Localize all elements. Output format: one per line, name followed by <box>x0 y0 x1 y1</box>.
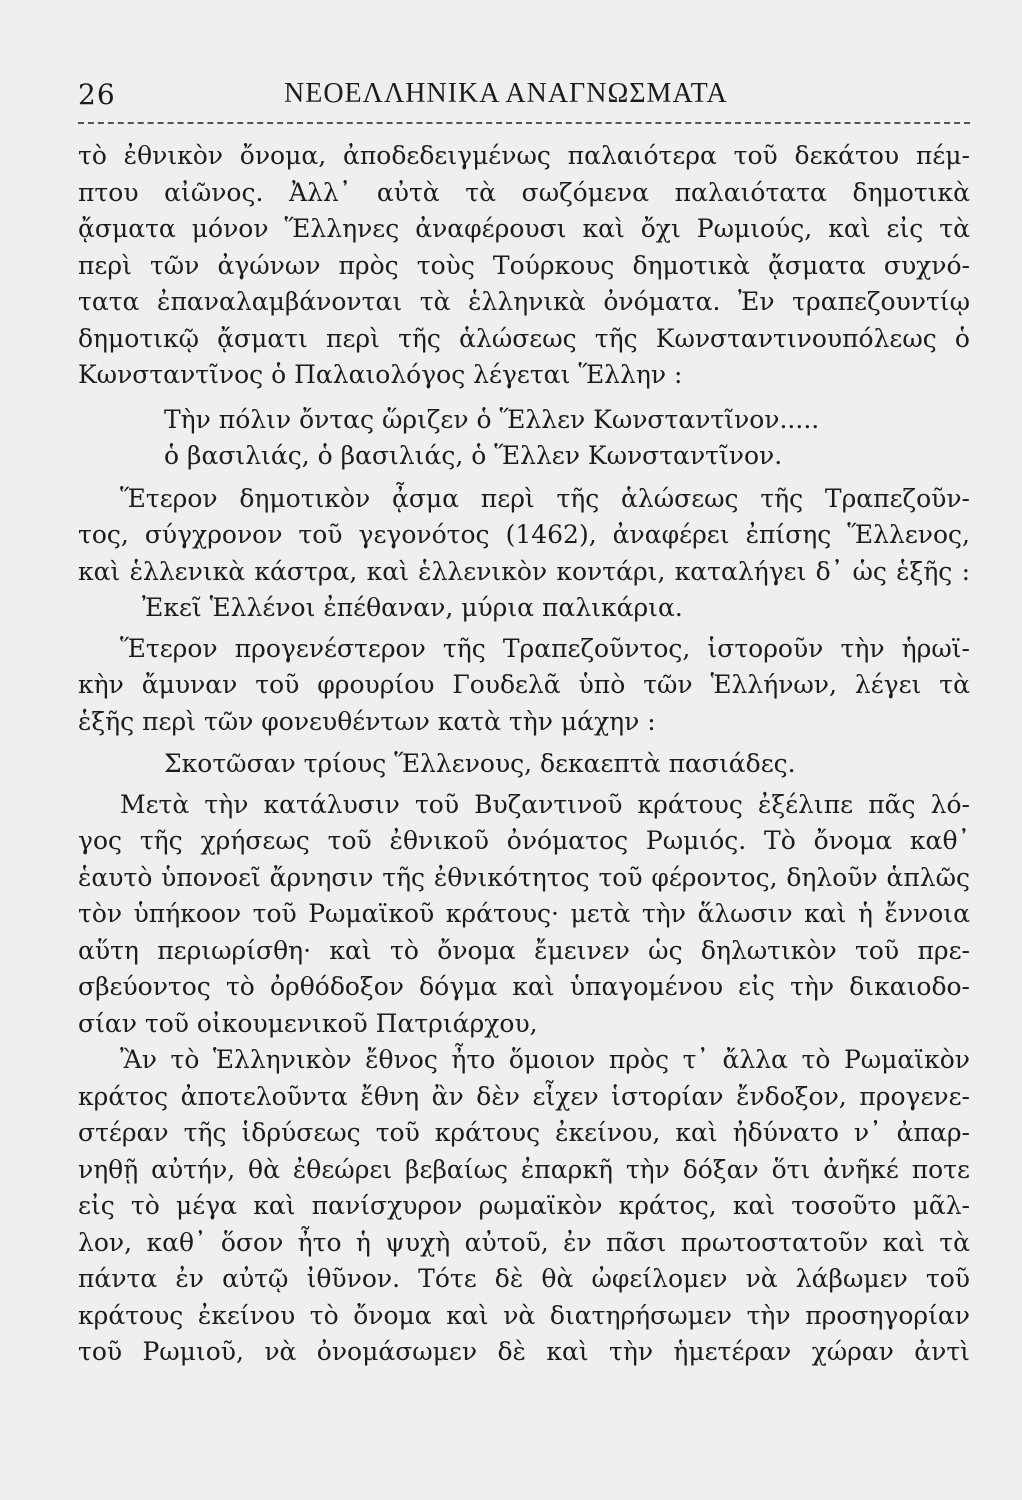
verse-line: ὁ βασιλιάς, ὁ βασιλιάς, ὁ Ἕλλεν Κωνσταντῖνον. <box>164 441 783 470</box>
text-line: δημοτικῷ ᾄσματι περὶ τῆς ἁλώσεως τῆς Κωνσταντινουπόλεως ὁ <box>78 323 970 353</box>
text-line: γος τῆς χρήσεως τοῦ ἐθνικοῦ ὀνόματος Ρωμιός. Τὸ ὄνομα καθ᾿ <box>78 826 970 855</box>
text-line: κὴν ἄμυναν τοῦ φρουρίου Γουδελᾶ ὑπὸ τῶν Ἑλλήνων, λέγει τὰ <box>78 670 970 699</box>
page-number: 26 <box>78 78 116 111</box>
text-line: Ἕτερον προγενέστερον τῆς Τραπεζοῦντος, ἱστοροῦν τὴν ἡρωϊ- <box>120 633 970 663</box>
verse-line: Ἐκεῖ Ἑλλένοι ἐπέθαναν, μύρια παλικάρια. <box>142 593 683 622</box>
text-line: ᾄσματα μόνον Ἕλληνες ἀναφέρουσι καὶ ὄχι Ρωμιούς, καὶ εἰς τὰ <box>78 214 970 243</box>
text-line: ἑαυτὸ ὑπονοεῖ ἄρνησιν τῆς ἐθνικότητος τοῦ φέροντος, δηλοῦν ἁπλῶς <box>78 862 970 892</box>
body-text <box>78 138 970 1371</box>
text-line: τος, σύγχρονον τοῦ γεγονότος (1462), ἀναφέρει ἐπίσης Ἕλλενος, <box>78 520 970 549</box>
text-line: ἑξῆς περὶ τῶν φονευθέντων κατὰ τὴν μάχην : <box>78 706 656 736</box>
header-divider <box>78 122 970 124</box>
text-line: κράτος ἀποτελοῦντα ἔθνη ἂν δὲν εἶχεν ἱστορίαν ἔνδοξον, προγενε- <box>78 1081 970 1111</box>
text-line: αὕτη περιωρίσθη· καὶ τὸ ὄνομα ἔμεινεν ὡς δηλωτικὸν τοῦ πρε- <box>78 935 970 965</box>
page-header <box>78 78 970 118</box>
text-line: λον, καθ᾿ ὅσον ἦτο ἡ ψυχὴ αὐτοῦ, ἐν πᾶσι πρωτοστατοῦν καὶ τὰ <box>78 1227 970 1257</box>
text-line: Ἕτερον δημοτικὸν ᾆσμα περὶ τῆς ἁλώσεως τῆς Τραπεζοῦν- <box>120 483 970 513</box>
text-line: Κωνσταντῖνος ὁ Παλαιολόγος λέγεται Ἕλλην : <box>78 360 683 389</box>
text-line: τατα ἐπαναλαμβάνονται τὰ ἑλληνικὰ ὀνόματα. Ἐν τραπεζουντίῳ <box>78 287 970 316</box>
running-title: ΝΕΟΕΛΛΗΝΙΚΑ ΑΝΑΓΝΩΣΜΑΤΑ <box>284 78 728 109</box>
text-line: σβεύοντος τὸ ὀρθόδοξον δόγμα καὶ ὑπαγομένου εἰς τὴν δικαιοδο- <box>78 972 970 1001</box>
text-line: στέραν τῆς ἱδρύσεως τοῦ κράτους ἐκείνου, καὶ ἠδύνατο ν᾿ ἀπαρ- <box>78 1118 970 1147</box>
text-line: νηθῇ αὐτήν, θὰ ἐθεώρει βεβαίως ἐπαρκῆ τὴν δόξαν ὅτι ἀνῆκέ ποτε <box>78 1154 970 1184</box>
text-line: κράτους ἐκείνου τὸ ὄνομα καὶ νὰ διατηρήσωμεν τὴν προσηγορίαν <box>78 1300 970 1330</box>
text-line: τοῦ Ρωμιοῦ, νὰ ὀνομάσωμεν δὲ καὶ τὴν ἡμετέραν χώραν ἀντὶ <box>78 1337 970 1366</box>
text-line: πτου αἰῶνος. Ἀλλ᾿ αὐτὰ τὰ σωζόμενα παλαιότατα δημοτικὰ <box>78 177 970 207</box>
text-line: περὶ τῶν ἀγώνων πρὸς τοὺς Τούρκους δημοτικὰ ᾄσματα συχνό- <box>78 250 970 280</box>
text-line: τὸν ὑπήκοον τοῦ Ρωμαϊκοῦ κράτους· μετὰ τὴν ἅλωσιν καὶ ἡ ἔννοια <box>78 899 970 928</box>
text-line: Μετὰ τὴν κατάλυσιν τοῦ Βυζαντινοῦ κράτους ἐξέλιπε πᾶς λό- <box>120 789 970 819</box>
verse-line: Σκοτῶσαν τρίους Ἕλλενους, δεκαεπτὰ πασιάδες. <box>164 749 796 778</box>
text-line: καὶ ἑλλενικὰ κάστρα, καὶ ἑλλενικὸν κοντάρι, καταλήγει δ᾿ ὡς ἑξῆς : <box>78 556 970 586</box>
verse-line: Τὴν πόλιν ὄντας ὥριζεν ὁ Ἕλλεν Κωνσταντῖνον..... <box>164 404 820 434</box>
text-line: Ἂν τὸ Ἑλληνικὸν ἔθνος ἦτο ὅμοιον πρὸς τ᾿ ἄλλα τὸ Ρωμαϊκὸν <box>120 1045 970 1074</box>
text-line: πάντα ἐν αὐτῷ ἰθῦνον. Τότε δὲ θὰ ὠφείλομεν νὰ λάβωμεν τοῦ <box>78 1264 970 1293</box>
text-line: τὸ ἐθνικὸν ὄνομα, ἀποδεδειγμένως παλαιότερα τοῦ δεκάτου πέμ- <box>78 141 970 170</box>
text-line: σίαν τοῦ οἰκουμενικοῦ Πατριάρχου, <box>78 1008 538 1038</box>
text-line: εἰς τὸ μέγα καὶ πανίσχυρον ρωμαϊκὸν κράτος, καὶ τοσοῦτο μᾶλ- <box>78 1191 970 1220</box>
